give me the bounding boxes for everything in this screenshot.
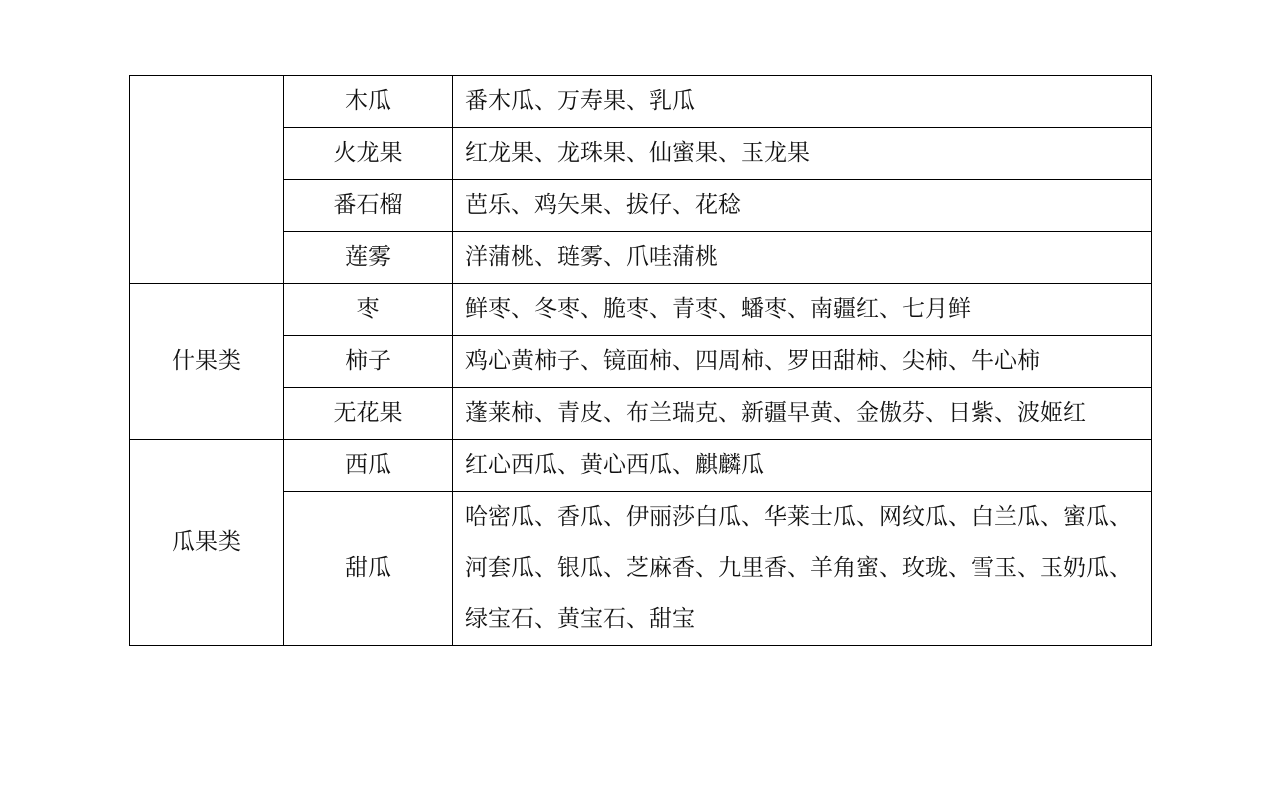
fruit-name-cell: 无花果 <box>284 388 453 440</box>
fruit-variety-table <box>129 75 1152 646</box>
table-row <box>130 440 1152 492</box>
fruit-name-cell: 木瓜 <box>284 76 453 128</box>
varieties-cell: 洋蒲桃、琏雾、爪哇蒲桃 <box>453 232 1152 284</box>
fruit-name-cell: 火龙果 <box>284 128 453 180</box>
table-row <box>130 284 1152 336</box>
varieties-cell: 鸡心黄柿子、镜面柿、四周柿、罗田甜柿、尖柿、牛心柿 <box>453 336 1152 388</box>
varieties-cell: 鲜枣、冬枣、脆枣、青枣、蟠枣、南疆红、七月鲜 <box>453 284 1152 336</box>
varieties-cell: 哈密瓜、香瓜、伊丽莎白瓜、华莱士瓜、网纹瓜、白兰瓜、蜜瓜、河套瓜、银瓜、芝麻香、九里香、羊角蜜、玫珑、雪玉、玉奶瓜、绿宝石、黄宝石、甜宝 <box>453 492 1152 646</box>
varieties-cell: 番木瓜、万寿果、乳瓜 <box>453 76 1152 128</box>
table-row <box>130 76 1152 128</box>
fruit-name-cell: 柿子 <box>284 336 453 388</box>
varieties-cell: 红心西瓜、黄心西瓜、麒麟瓜 <box>453 440 1152 492</box>
fruit-name-cell: 西瓜 <box>284 440 453 492</box>
fruit-name-cell: 番石榴 <box>284 180 453 232</box>
varieties-cell: 蓬莱柿、青皮、布兰瑞克、新疆早黄、金傲芬、日紫、波姬红 <box>453 388 1152 440</box>
category-cell: 瓜果类 <box>130 440 284 646</box>
varieties-cell: 红龙果、龙珠果、仙蜜果、玉龙果 <box>453 128 1152 180</box>
fruit-name-cell: 莲雾 <box>284 232 453 284</box>
table-row <box>130 128 1152 180</box>
fruit-name-cell: 甜瓜 <box>284 492 453 646</box>
table-row <box>130 180 1152 232</box>
fruit-name-cell: 枣 <box>284 284 453 336</box>
table-row <box>130 232 1152 284</box>
varieties-cell: 芭乐、鸡矢果、拔仔、花稔 <box>453 180 1152 232</box>
table-row <box>130 336 1152 388</box>
category-cell: 什果类 <box>130 284 284 440</box>
table-row <box>130 492 1152 646</box>
category-cell <box>130 76 284 284</box>
table-row <box>130 388 1152 440</box>
